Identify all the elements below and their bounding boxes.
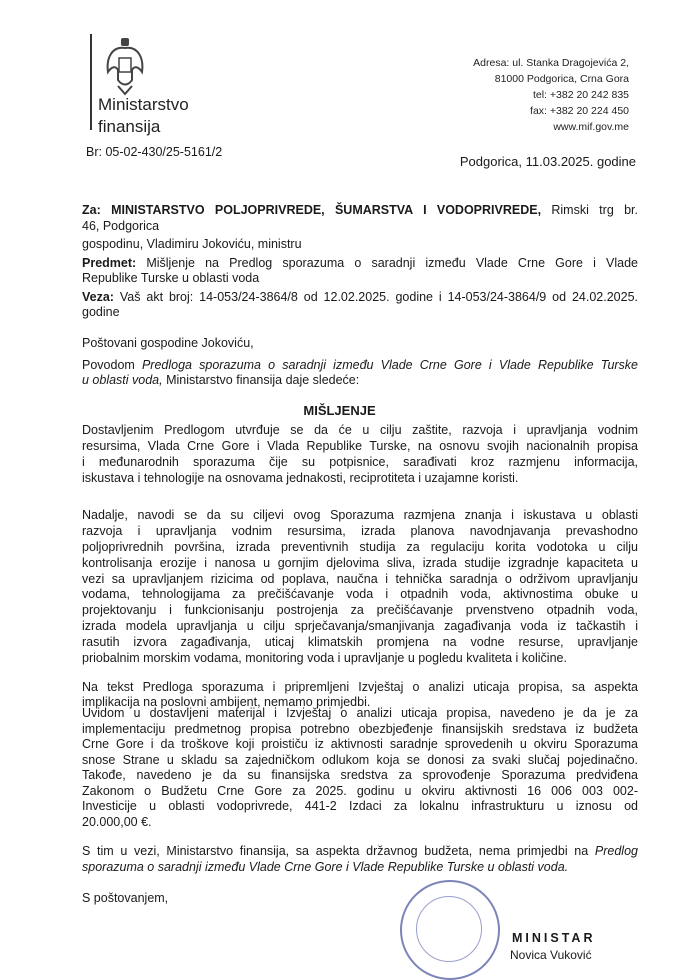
intro-paragraph bbox=[82, 358, 638, 388]
text-line bbox=[82, 890, 638, 906]
text-line bbox=[82, 680, 638, 695]
address-phone: tel: +382 20 242 835 bbox=[532, 89, 629, 101]
text-segment: vodama, tehnologijama za prečišćavanje voda i otpadnih voda, aktivnostima obuke u bbox=[82, 587, 638, 602]
text-segment: 20.000,00 €. bbox=[82, 814, 152, 829]
text-line bbox=[82, 256, 638, 271]
document-date: Podgorica, 11.03.2025. godine bbox=[459, 154, 636, 169]
text-line bbox=[82, 753, 638, 769]
text-line bbox=[82, 859, 638, 875]
closing bbox=[82, 890, 638, 906]
text-segment: resursima, Vlada Crne Gore i Vlada Republike Turske, na osnovu svojih nacionalnih propisa bbox=[82, 439, 638, 453]
text-line bbox=[82, 768, 638, 784]
text-line bbox=[82, 737, 638, 753]
letterhead-divider bbox=[90, 34, 92, 130]
text-line bbox=[82, 271, 638, 286]
text-line bbox=[82, 843, 638, 859]
text-line bbox=[82, 305, 638, 320]
text-line bbox=[82, 722, 638, 738]
text-segment: u oblasti voda, bbox=[82, 373, 163, 387]
official-stamp bbox=[400, 880, 500, 980]
text-segment: Predlog bbox=[594, 844, 638, 858]
text-segment: projektovanju i funkcionisanju postrojenja za prečišćavanje prvenstveno otpadnih voda, bbox=[82, 603, 638, 618]
paragraph-financial bbox=[82, 706, 638, 830]
text-segment: razvoja i upravljanja vodnim resursima, izrada planova navodnjavanja prevashodno bbox=[82, 523, 638, 538]
text-line bbox=[82, 556, 638, 572]
ministry-name-line1: Ministarstvo bbox=[98, 95, 189, 114]
text-segment: Vaš akt broj: 14-053/24-3864/8 od 12.02.2025. godine i 14-053/24-3864/9 od 24.02.2025. bbox=[113, 290, 638, 304]
text-line bbox=[82, 619, 638, 635]
reference-block bbox=[82, 290, 638, 320]
signatory-title: MINISTAR bbox=[512, 931, 596, 945]
address-website: www.mif.gov.me bbox=[553, 121, 629, 133]
text-segment: Zakonom o Budžetu Crne Gore za 2025. godinu u okviru aktivnosti 16 006 003 002- bbox=[82, 783, 638, 798]
text-line bbox=[82, 784, 638, 800]
opinion-heading: MIŠLJENJE bbox=[303, 403, 376, 418]
text-segment: godine bbox=[82, 305, 120, 319]
salutation bbox=[82, 335, 638, 351]
text-line bbox=[82, 524, 638, 540]
text-segment: Predmet: bbox=[82, 256, 137, 270]
text-segment: kontrolisanja erozije i nanosa u gornjim djelovima sliva, izrada studije izgradnje kapaciteta u bbox=[82, 555, 638, 570]
text-segment: Investicije u oblasti vodoprivrede, 441-2 Izdaci za lokalnu infrastrukturu u iznosu od bbox=[82, 799, 638, 813]
reference-number: Br: 05-02-430/25-5161/2 bbox=[86, 145, 223, 159]
text-segment: S tim u vezi, Ministarstvo finansija, sa aspekta državnog budžeta, nema primjedbi na bbox=[82, 844, 595, 858]
text-line bbox=[82, 603, 638, 619]
paragraph-purpose bbox=[82, 422, 638, 486]
paragraph-objectives bbox=[82, 508, 638, 667]
ministry-address bbox=[473, 55, 629, 135]
text-segment: Za: MINISTARSTVO POLJOPRIVREDE, ŠUMARSTVA I VODOPRIVREDE, bbox=[82, 203, 542, 217]
text-segment: Veza: bbox=[82, 290, 114, 304]
address-city: 81000 Podgorica, Crna Gora bbox=[494, 73, 629, 85]
text-line bbox=[82, 373, 638, 388]
text-segment: snose Strane u skladu sa zajedničkom odlukom koja se donosi za svaki slučaj pojedinačno. bbox=[82, 752, 638, 767]
text-segment: Uvidom u dostavljeni materijal i Izvještaj o analizi uticaja propisa, navedeno je da je za bbox=[82, 706, 638, 720]
text-segment: izrada modela upravljanja u cilju sprječavanja/smanjivanja zagađivanja voda iz tačkastih i bbox=[82, 619, 638, 634]
text-segment: iskustava i tehnologije na osnovama jednakosti, reciprotiteta i uzajamne koristi. bbox=[82, 471, 519, 485]
text-segment: vezi sa upravljanjem rizicima od poplava, naučna i tehnička saradnja o održivom upravljanju bbox=[82, 571, 638, 586]
text-segment: implikacija na poslovni ambijent, nemamo primjedbi. bbox=[82, 695, 371, 709]
text-line bbox=[82, 422, 638, 438]
paragraph-conclusion bbox=[82, 843, 638, 875]
text-segment: Nadalje, navodi se da su ciljevi ovog Sporazuma razmjena znanja i iskustava u oblasti bbox=[82, 508, 638, 522]
text-segment: priobalnim morskim vodama, monitoring voda i upravljanje u pogledu kvaliteta i količine. bbox=[82, 651, 567, 666]
text-line bbox=[82, 799, 638, 815]
signatory-name: Novica Vuković bbox=[510, 948, 592, 962]
text-line bbox=[82, 218, 638, 234]
text-segment: gospodinu, Vladimiru Jokoviću, ministru bbox=[82, 237, 302, 251]
text-segment: Crne Gore i da troškove koji proističu iz aktivnosti saradnje sprovedenih u okviru Sporazuma bbox=[82, 737, 638, 751]
text-segment: poljoprivrednih površina, izrada preventivnih studija za regulaciju korita vodotoka u cilju bbox=[82, 539, 638, 554]
text-line bbox=[82, 335, 638, 351]
text-line bbox=[82, 438, 638, 454]
text-line bbox=[82, 202, 638, 218]
text-line bbox=[82, 635, 638, 651]
text-line bbox=[82, 540, 638, 556]
text-segment: S poštovanjem, bbox=[82, 891, 169, 905]
text-segment: sporazuma o saradnji između Vlade Crne Gore i Vlade Republike Turske u oblasti voda. bbox=[82, 860, 569, 874]
addressee-block bbox=[82, 202, 638, 234]
coat-of-arms-icon bbox=[100, 36, 150, 96]
text-line bbox=[82, 706, 638, 722]
text-line bbox=[82, 587, 638, 603]
text-line bbox=[82, 454, 638, 470]
text-segment: Mišljenje na Predlog sporazuma o saradnji između Vlade Crne Gore i Vlade bbox=[136, 256, 638, 270]
text-line bbox=[82, 236, 638, 252]
text-segment: Ministarstvo finansija daje sledeće: bbox=[162, 373, 360, 387]
text-segment: Takođe, navedeno je da su finansijska sredstva za sprovođenje Sporazuma predviđena bbox=[82, 768, 638, 782]
text-segment: Dostavljenim Predlogom utvrđuje se da će u cilju zaštite, razvoja i upravljanja vodnim bbox=[82, 423, 638, 437]
text-segment: Rimski trg br. bbox=[541, 203, 638, 217]
text-segment: Poštovani gospodine Jokoviću, bbox=[82, 336, 254, 350]
address-street: Adresa: ul. Stanka Dragojevića 2, bbox=[473, 57, 629, 69]
text-segment: 46, Podgorica bbox=[82, 219, 160, 233]
subject-block bbox=[82, 256, 638, 286]
recipient-line bbox=[82, 236, 638, 252]
text-line bbox=[82, 651, 638, 667]
text-segment: Predloga sporazuma o saradnji između Vlade Crne Gore i Vlade Republike Turske bbox=[141, 358, 639, 372]
text-line bbox=[82, 815, 638, 831]
text-segment: i međunarodnih sporazuma čije su potpisnice, sarađivati kroz razmjenu informacija, bbox=[82, 455, 638, 469]
text-line bbox=[82, 508, 638, 524]
text-segment: rasutih izvora zagađivanja, uticaj klimatskih promjena na vodne resurse, upravljanje bbox=[82, 635, 638, 650]
text-segment: Povodom bbox=[82, 358, 142, 372]
text-line bbox=[82, 290, 638, 305]
text-segment: Republike Turske u oblasti voda bbox=[82, 271, 260, 285]
text-line bbox=[82, 470, 638, 486]
text-segment: Na tekst Predloga sporazuma i pripremljeni Izvještaj o analizi uticaja propisa, sa aspekta bbox=[82, 680, 638, 694]
ministry-name-line2: finansija bbox=[98, 117, 161, 136]
address-fax: fax: +382 20 224 450 bbox=[530, 105, 629, 117]
text-segment: implementaciju predmetnog propisa potrebno obezbjeđenje finansijskih sredstava iz budžeta bbox=[82, 721, 638, 736]
text-line bbox=[82, 358, 638, 373]
text-line bbox=[82, 572, 638, 588]
